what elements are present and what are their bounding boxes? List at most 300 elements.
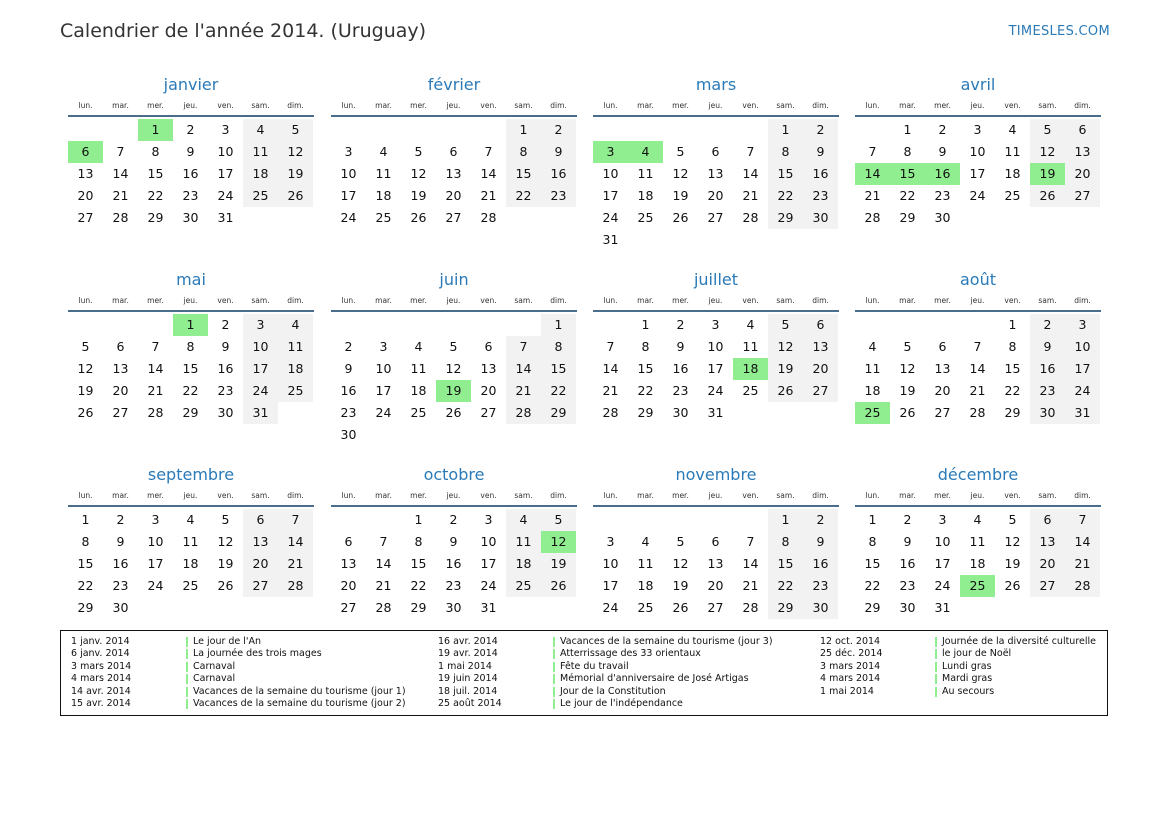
holiday-marker (186, 662, 188, 672)
day-cell: 5 (676, 534, 685, 549)
weekday-label: lun. (603, 101, 618, 110)
day-cell: 14 (969, 361, 986, 376)
day-cell: 27 (1065, 185, 1100, 207)
day-cell: 15 (77, 556, 94, 571)
day-cell: 2 (938, 122, 947, 137)
month-name: octobre (423, 465, 485, 484)
weekday-label: dim. (287, 491, 304, 500)
day-cell: 25 (410, 405, 427, 420)
day-cell: 18 (506, 553, 541, 575)
holiday-date: 6 janv. 2014 (71, 648, 130, 660)
day-cell: 5 (449, 339, 458, 354)
day-empty (628, 119, 663, 141)
month-10 (331, 464, 577, 619)
day-cell: 6 (484, 339, 493, 354)
day-cell: 13 (1030, 531, 1065, 553)
weekday-label: mar. (112, 491, 129, 500)
day-cell: 24 (243, 380, 278, 402)
day-cell: 7 (151, 339, 160, 354)
day-cell: 19 (410, 188, 427, 203)
day-cell: 23 (934, 188, 951, 203)
weekday-header (593, 97, 839, 117)
month-name: avril (960, 75, 996, 94)
day-cell: 20 (803, 358, 838, 380)
day-empty (855, 314, 890, 336)
day-cell: 2 (116, 512, 125, 527)
weekday-label: jeu. (183, 296, 198, 305)
day-cell: 8 (81, 534, 90, 549)
weekday-label: ven. (480, 491, 497, 500)
day-cell: 30 (934, 210, 951, 225)
day-cell: 21 (1065, 553, 1100, 575)
day-cell: 8 (768, 531, 803, 553)
day-cell: 24 (1065, 380, 1100, 402)
day-cell: 6 (116, 339, 125, 354)
day-cell: 4 (746, 317, 755, 332)
day-cell: 27 (445, 210, 462, 225)
day-cell: 13 (1065, 141, 1100, 163)
weekday-label: dim. (287, 101, 304, 110)
day-cell: 24 (217, 188, 234, 203)
weekday-header (855, 292, 1101, 312)
day-empty (925, 314, 960, 336)
day-cell: 21 (278, 553, 313, 575)
day-cell: 28 (112, 210, 129, 225)
day-cell: 21 (480, 188, 497, 203)
month-name: août (959, 270, 996, 289)
day-cell: 3 (973, 122, 982, 137)
holiday-name: Atterrissage des 33 orientaux (560, 648, 701, 660)
weekday-label: jeu. (446, 101, 461, 110)
day-cell: 29 (541, 402, 576, 424)
day-cell: 1 (768, 119, 803, 141)
day-cell: 3 (221, 122, 230, 137)
weekday-header (593, 292, 839, 312)
weekday-label: dim. (812, 101, 829, 110)
day-empty (331, 119, 366, 141)
day-cell: 1 (541, 314, 576, 336)
day-cell: 24 (602, 600, 619, 615)
day-cell: 11 (243, 141, 278, 163)
day-cell: 15 (864, 556, 881, 571)
day-grid (593, 314, 839, 424)
day-cell: 3 (484, 512, 493, 527)
day-cell: 27 (243, 575, 278, 597)
day-cell: 26 (1004, 578, 1021, 593)
day-cell: 27 (112, 405, 129, 420)
day-cell: 27 (77, 210, 94, 225)
day-cell: 17 (147, 556, 164, 571)
day-cell: 4 (973, 512, 982, 527)
holiday-name: Journée de la diversité culturelle (942, 636, 1096, 647)
day-cell: 27 (803, 380, 838, 402)
weekday-label: dim. (550, 491, 567, 500)
day-cell: 17 (480, 556, 497, 571)
day-cell: 20 (340, 578, 357, 593)
day-cell: 21 (375, 578, 392, 593)
day-cell: 29 (864, 600, 881, 615)
day-empty (698, 509, 733, 531)
day-cell: 17 (243, 358, 278, 380)
day-cell: 21 (864, 188, 881, 203)
day-cell: 7 (973, 339, 982, 354)
weekday-label: lun. (78, 296, 93, 305)
month-1 (68, 74, 314, 229)
day-cell: 20 (1065, 163, 1100, 185)
day-cell: 10 (602, 556, 619, 571)
month-11 (593, 464, 839, 619)
holiday-name: Le jour de l'indépendance (560, 697, 683, 709)
day-cell: 29 (77, 600, 94, 615)
day-cell: 16 (1030, 358, 1065, 380)
day-cell: 17 (340, 188, 357, 203)
weekday-header (68, 97, 314, 117)
day-cell: 9 (803, 141, 838, 163)
holiday-date: 3 mars 2014 (71, 660, 132, 672)
day-cell: 19 (672, 578, 689, 593)
day-empty (663, 509, 698, 531)
day-cell: 6 (938, 339, 947, 354)
day-cell: 28 (278, 575, 313, 597)
day-cell: 4 (868, 339, 877, 354)
day-cell: 5 (221, 512, 230, 527)
day-cell: 18 (637, 578, 654, 593)
weekday-label: mer. (672, 491, 689, 500)
day-cell: 7 (746, 534, 755, 549)
day-cell: 6 (449, 144, 458, 159)
holiday-day: 4 (628, 141, 663, 163)
weekday-label: lun. (603, 296, 618, 305)
day-cell: 11 (637, 166, 654, 181)
month-2 (331, 74, 577, 229)
day-cell: 22 (1004, 383, 1021, 398)
weekday-label: dim. (550, 296, 567, 305)
day-cell: 21 (969, 383, 986, 398)
day-cell: 27 (340, 600, 357, 615)
day-cell: 29 (899, 210, 916, 225)
day-cell: 26 (217, 578, 234, 593)
weekday-label: sam. (1038, 491, 1057, 500)
weekday-label: dim. (812, 491, 829, 500)
day-empty (593, 509, 628, 531)
day-cell: 8 (1008, 339, 1017, 354)
day-cell: 15 (506, 163, 541, 185)
holiday-date: 25 déc. 2014 (820, 648, 883, 660)
day-cell: 19 (77, 383, 94, 398)
day-cell: 17 (707, 361, 724, 376)
day-cell: 16 (340, 383, 357, 398)
day-empty (855, 119, 890, 141)
month-8 (855, 269, 1101, 424)
day-cell: 11 (742, 339, 759, 354)
day-cell: 15 (147, 166, 164, 181)
day-cell: 19 (217, 556, 234, 571)
day-grid (68, 119, 314, 229)
holiday-date: 4 mars 2014 (71, 673, 132, 685)
day-cell: 4 (278, 314, 313, 336)
day-cell: 31 (480, 600, 497, 615)
day-cell: 25 (182, 578, 199, 593)
holiday-marker (935, 674, 937, 684)
day-cell: 10 (480, 534, 497, 549)
day-cell: 8 (903, 144, 912, 159)
day-cell: 13 (707, 556, 724, 571)
day-cell: 3 (1065, 314, 1100, 336)
weekday-label: dim. (1074, 101, 1091, 110)
day-cell: 14 (742, 556, 759, 571)
day-cell: 8 (506, 141, 541, 163)
holiday-legend (60, 630, 1108, 716)
day-cell: 16 (899, 556, 916, 571)
day-cell: 25 (243, 185, 278, 207)
day-cell: 24 (602, 210, 619, 225)
day-cell: 13 (707, 166, 724, 181)
day-cell: 27 (480, 405, 497, 420)
day-cell: 20 (77, 188, 94, 203)
holiday-date: 1 mai 2014 (820, 685, 874, 697)
day-cell: 2 (903, 512, 912, 527)
holiday-marker (186, 699, 188, 709)
weekday-label: sam. (514, 296, 533, 305)
weekday-label: mer. (147, 296, 164, 305)
holiday-date: 18 juil. 2014 (438, 685, 498, 697)
day-cell: 12 (672, 556, 689, 571)
day-cell: 8 (641, 339, 650, 354)
day-empty (628, 509, 663, 531)
day-cell: 31 (243, 402, 278, 424)
day-cell: 13 (445, 166, 462, 181)
holiday-marker (553, 662, 555, 672)
day-cell: 28 (969, 405, 986, 420)
day-cell: 1 (506, 119, 541, 141)
weekday-label: sam. (776, 491, 795, 500)
day-cell: 28 (742, 210, 759, 225)
day-cell: 9 (676, 339, 685, 354)
day-cell: 12 (1030, 141, 1065, 163)
weekday-header (331, 487, 577, 507)
holiday-marker (186, 637, 188, 647)
day-cell: 12 (899, 361, 916, 376)
weekday-label: mar. (375, 101, 392, 110)
day-cell: 18 (410, 383, 427, 398)
day-empty (733, 119, 768, 141)
weekday-label: mer. (147, 491, 164, 500)
weekday-label: ven. (1004, 296, 1021, 305)
day-cell: 9 (903, 534, 912, 549)
weekday-header (68, 487, 314, 507)
day-cell: 19 (768, 358, 803, 380)
month-name: décembre (937, 465, 1019, 484)
day-cell: 17 (375, 383, 392, 398)
day-cell: 18 (637, 188, 654, 203)
day-cell: 1 (768, 509, 803, 531)
holiday-name: Carnaval (193, 660, 236, 672)
weekday-label: jeu. (970, 101, 985, 110)
day-grid (331, 119, 577, 229)
day-empty (366, 314, 401, 336)
day-cell: 23 (340, 405, 357, 420)
month-7 (593, 269, 839, 424)
weekday-label: jeu. (970, 296, 985, 305)
day-cell: 12 (217, 534, 234, 549)
holiday-marker (553, 699, 555, 709)
day-cell: 5 (903, 339, 912, 354)
day-cell: 15 (768, 553, 803, 575)
day-cell: 4 (243, 119, 278, 141)
day-cell: 26 (1030, 185, 1065, 207)
day-cell: 22 (506, 185, 541, 207)
day-empty (436, 119, 471, 141)
weekday-label: mar. (899, 296, 916, 305)
day-cell: 30 (672, 405, 689, 420)
holiday-marker (553, 674, 555, 684)
holiday-day: 25 (855, 402, 890, 424)
day-cell: 18 (969, 556, 986, 571)
day-cell: 18 (864, 383, 881, 398)
day-cell: 10 (602, 166, 619, 181)
month-name: juin (439, 270, 469, 289)
holiday-marker (553, 687, 555, 697)
day-cell: 25 (506, 575, 541, 597)
weekday-label: ven. (217, 491, 234, 500)
day-cell: 12 (768, 336, 803, 358)
day-empty (401, 119, 436, 141)
day-cell: 11 (506, 531, 541, 553)
day-cell: 17 (934, 556, 951, 571)
weekday-label: sam. (1038, 296, 1057, 305)
day-cell: 29 (182, 405, 199, 420)
day-cell: 19 (541, 553, 576, 575)
day-cell: 3 (151, 512, 160, 527)
day-cell: 23 (217, 383, 234, 398)
weekday-header (68, 292, 314, 312)
brand-link[interactable]: TIMESLES.COM (1008, 24, 1110, 39)
weekday-label: dim. (1074, 296, 1091, 305)
day-cell: 17 (602, 188, 619, 203)
holiday-name: La journée des trois mages (193, 648, 322, 660)
month-name: novembre (675, 465, 757, 484)
day-cell: 24 (147, 578, 164, 593)
day-cell: 11 (1004, 144, 1021, 159)
day-cell: 15 (182, 361, 199, 376)
weekday-label: ven. (480, 101, 497, 110)
day-cell: 30 (445, 600, 462, 615)
weekday-header (593, 487, 839, 507)
day-cell: 17 (969, 166, 986, 181)
day-cell: 26 (672, 600, 689, 615)
holiday-date: 15 avr. 2014 (71, 697, 131, 709)
day-empty (138, 314, 173, 336)
day-cell: 11 (182, 534, 199, 549)
weekday-label: lun. (78, 101, 93, 110)
day-cell: 15 (410, 556, 427, 571)
day-cell: 30 (803, 207, 838, 229)
day-cell: 12 (410, 166, 427, 181)
month-name: février (427, 75, 481, 94)
day-cell: 29 (1004, 405, 1021, 420)
day-cell: 13 (243, 531, 278, 553)
page-title: Calendrier de l'année 2014. (Uruguay) (60, 20, 427, 42)
weekday-label: sam. (251, 491, 270, 500)
day-empty (890, 314, 925, 336)
day-cell: 20 (1030, 553, 1065, 575)
day-cell: 1 (903, 122, 912, 137)
day-cell: 18 (1004, 166, 1021, 181)
day-cell: 2 (344, 339, 353, 354)
day-cell: 22 (768, 185, 803, 207)
month-name: mai (176, 270, 206, 289)
day-cell: 14 (602, 361, 619, 376)
day-cell: 2 (803, 509, 838, 531)
day-cell: 16 (182, 166, 199, 181)
weekday-label: dim. (287, 296, 304, 305)
day-cell: 7 (116, 144, 125, 159)
holiday-day: 18 (733, 358, 768, 380)
day-cell: 2 (1030, 314, 1065, 336)
day-cell: 28 (147, 405, 164, 420)
weekday-label: jeu. (708, 101, 723, 110)
holiday-name: Vacances de la semaine du tourisme (jour 3) (560, 636, 773, 647)
weekday-label: sam. (251, 296, 270, 305)
day-cell: 8 (414, 534, 423, 549)
month-name: janvier (163, 75, 219, 94)
day-cell: 24 (707, 383, 724, 398)
day-cell: 24 (969, 188, 986, 203)
month-9 (68, 464, 314, 619)
holiday-date: 19 avr. 2014 (438, 648, 498, 660)
day-cell: 24 (480, 578, 497, 593)
day-cell: 15 (768, 163, 803, 185)
day-cell: 23 (112, 578, 129, 593)
day-empty (331, 314, 366, 336)
day-cell: 5 (1030, 119, 1065, 141)
day-cell: 22 (637, 383, 654, 398)
day-cell: 1 (81, 512, 90, 527)
holiday-date: 1 janv. 2014 (71, 636, 130, 647)
day-cell: 10 (147, 534, 164, 549)
day-cell: 28 (602, 405, 619, 420)
day-cell: 4 (186, 512, 195, 527)
holiday-name: Jour de la Constitution (560, 685, 666, 697)
day-cell: 28 (480, 210, 497, 225)
day-cell: 2 (449, 512, 458, 527)
day-cell: 9 (116, 534, 125, 549)
day-cell: 27 (934, 405, 951, 420)
day-cell: 13 (112, 361, 129, 376)
day-cell: 20 (445, 188, 462, 203)
month-6 (331, 269, 577, 446)
holiday-day: 15 (890, 163, 925, 185)
day-cell: 14 (112, 166, 129, 181)
day-cell: 1 (1008, 317, 1017, 332)
day-cell: 30 (1030, 402, 1065, 424)
month-5 (68, 269, 314, 424)
day-cell: 23 (445, 578, 462, 593)
day-cell: 28 (742, 600, 759, 615)
day-cell: 26 (899, 405, 916, 420)
weekday-label: mar. (637, 101, 654, 110)
weekday-label: lun. (865, 296, 880, 305)
day-cell: 22 (147, 188, 164, 203)
day-cell: 24 (340, 210, 357, 225)
day-cell: 25 (1004, 188, 1021, 203)
holiday-day: 1 (138, 119, 173, 141)
day-cell: 9 (186, 144, 195, 159)
day-cell: 31 (217, 210, 234, 225)
day-cell: 21 (147, 383, 164, 398)
day-grid (855, 314, 1101, 424)
holiday-name: Au secours (942, 685, 995, 697)
